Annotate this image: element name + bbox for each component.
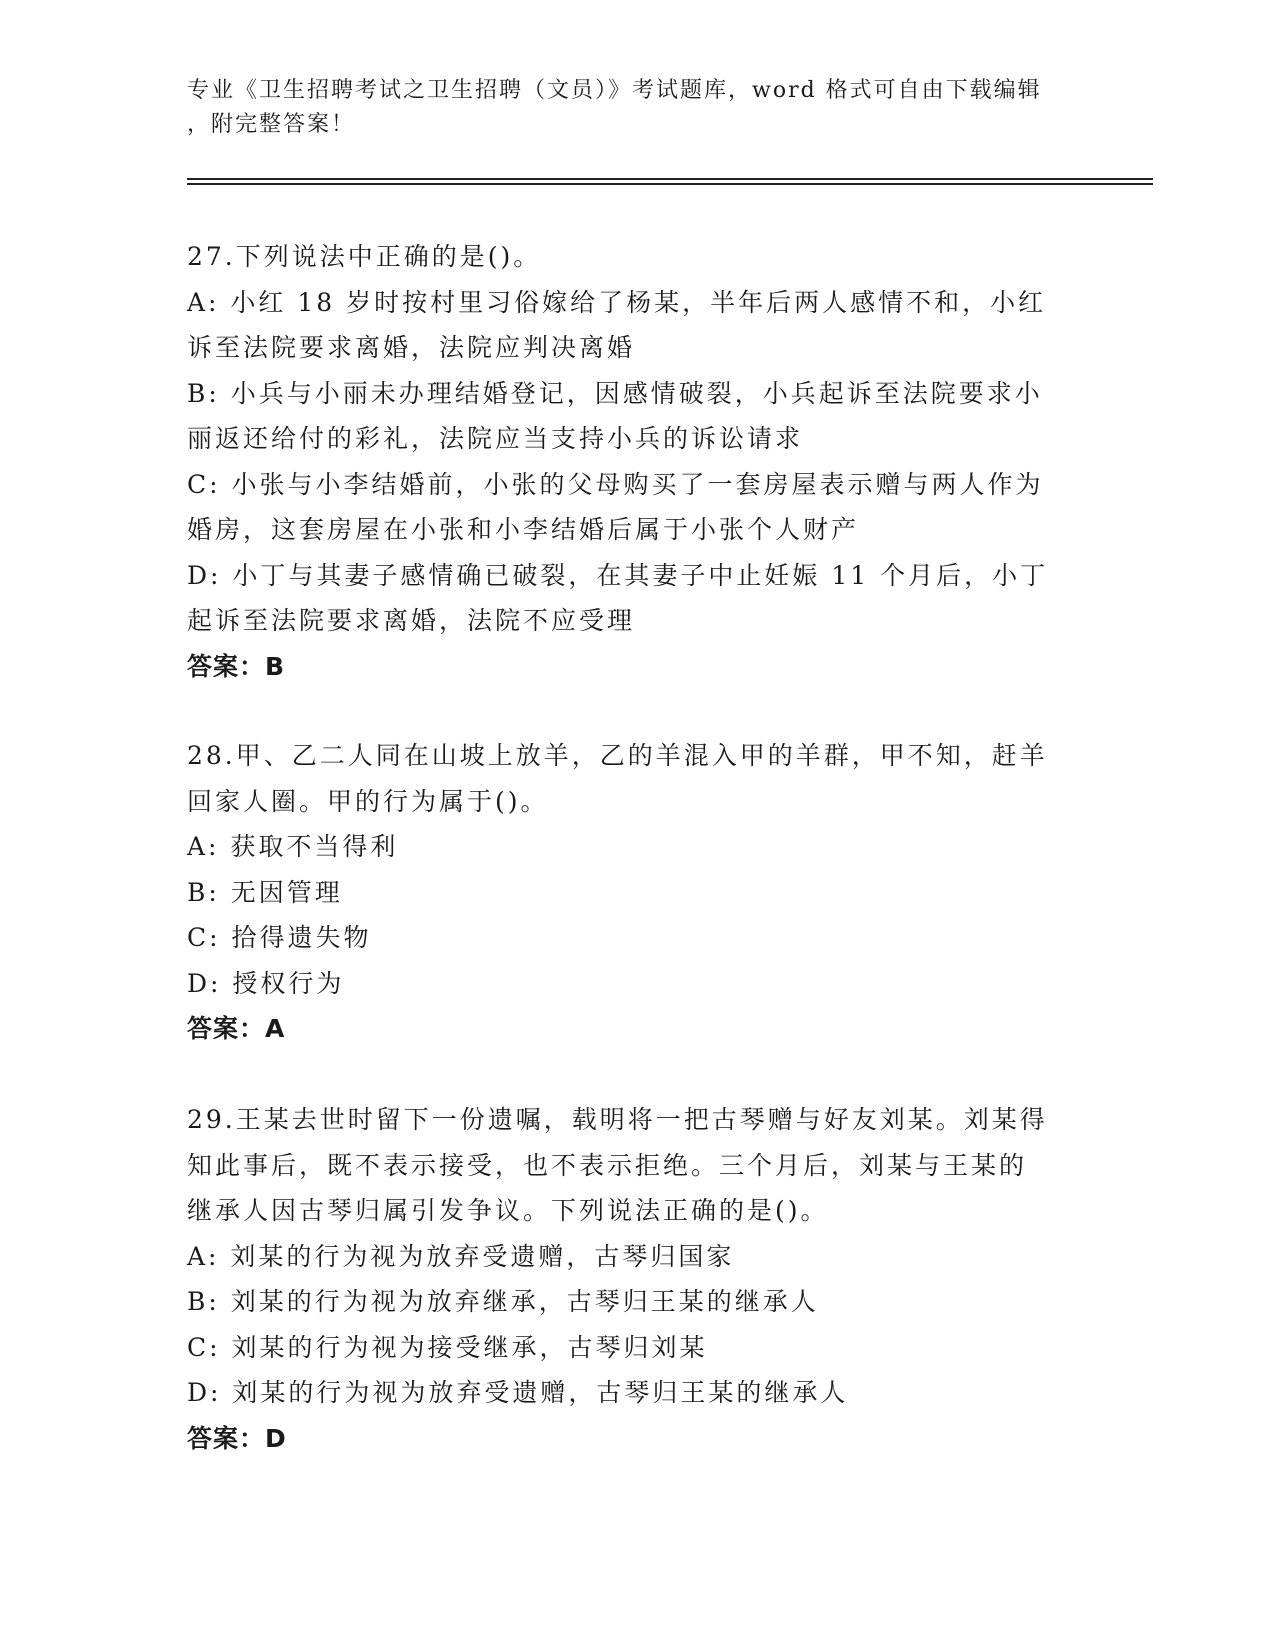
- header-divider-bottom: [187, 183, 1153, 185]
- option-d: D: 刘某的行为视为放弃受遗赠，古琴归王某的继承人: [187, 1378, 849, 1407]
- option-b: B: 小兵与小丽未办理结婚登记，因感情破裂，小兵起诉至法院要求小: [187, 378, 1043, 408]
- option-a: A: 小红 18 岁时按村里习俗嫁给了杨某，半年后两人感情不和，小红: [187, 287, 1047, 317]
- answer-label: 答案：A: [187, 1014, 286, 1043]
- header-line-2: ，附完整答案！: [187, 112, 356, 137]
- document-header: [187, 74, 1087, 142]
- option-a-continued: 诉至法院要求离婚，法院应判决离婚: [187, 333, 636, 362]
- option-c-continued: 婚房，这套房屋在小张和小李结婚后属于小张个人财产: [187, 515, 860, 544]
- option-a: A: 刘某的行为视为放弃受遗赠，古琴归国家: [187, 1241, 735, 1271]
- question-stem-continued: 知此事后，既不表示接受，也不表示拒绝。三个月后，刘某与王某的: [187, 1150, 1028, 1180]
- option-d-continued: 起诉至法院要求离婚，法院不应受理: [187, 606, 636, 635]
- question-29: [187, 1097, 1087, 1461]
- option-c: C: 小张与小李结婚前，小张的父母购买了一套房屋表示赠与两人作为: [187, 469, 1044, 499]
- header-divider-top: [187, 178, 1153, 180]
- question-stem-continued: 回家人圈。甲的行为属于()。: [187, 786, 549, 816]
- option-b: B: 刘某的行为视为放弃继承，古琴归王某的继承人: [187, 1287, 819, 1316]
- question-28: [187, 733, 1087, 1052]
- option-c: C: 刘某的行为视为接受继承，古琴归刘某: [187, 1332, 708, 1362]
- option-a: A: 获取不当得利: [187, 832, 399, 861]
- question-stem: 28.甲、乙二人同在山坡上放羊，乙的羊混入甲的羊群，甲不知，赶羊: [187, 741, 1048, 770]
- question-stem-continued: 继承人因古琴归属引发争议。下列说法正确的是()。: [187, 1196, 829, 1225]
- question-stem: 29.王某去世时留下一份遗嘱，载明将一把古琴赠与好友刘某。刘某得: [187, 1105, 1048, 1134]
- answer-label: 答案：D: [187, 1423, 287, 1453]
- question-27: [187, 234, 1087, 689]
- option-b-continued: 丽返还给付的彩礼，法院应当支持小兵的诉讼请求: [187, 424, 804, 453]
- answer-label: 答案：B: [187, 651, 286, 681]
- question-stem: 27.下列说法中正确的是()。: [187, 242, 542, 271]
- option-b: B: 无因管理: [187, 877, 343, 907]
- header-line-1: 专业《卫生招聘考试之卫生招聘（文员）》考试题库，word 格式可自由下载编辑: [187, 78, 1042, 103]
- option-d: D: 授权行为: [187, 968, 345, 998]
- option-c: C: 拾得遗失物: [187, 923, 372, 952]
- option-d: D: 小丁与其妻子感情确已破裂，在其妻子中止妊娠 11 个月后，小丁: [187, 560, 1049, 590]
